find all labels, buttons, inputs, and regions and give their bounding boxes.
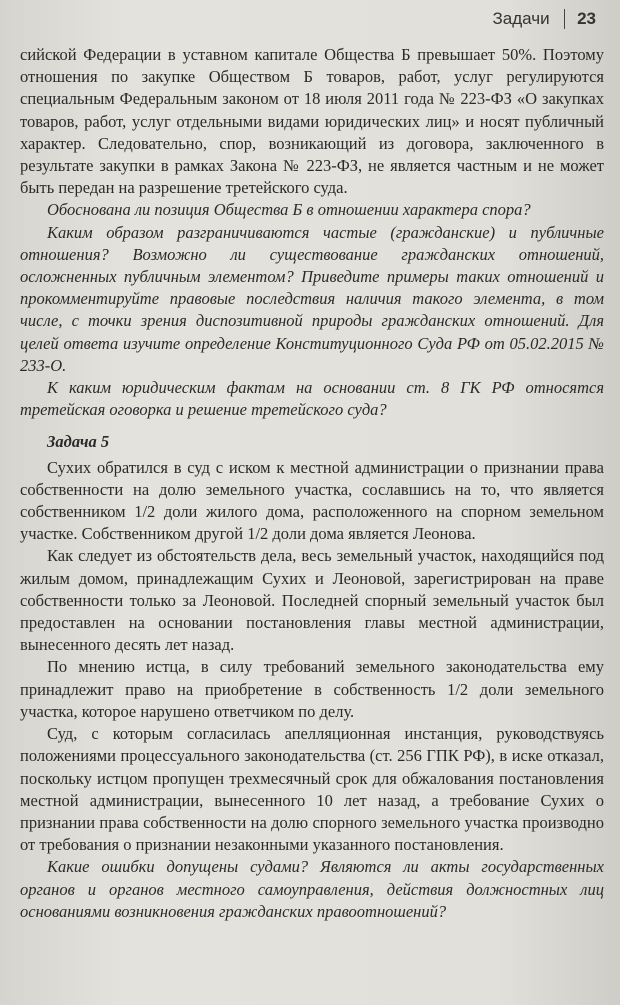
task-paragraph: Сухих обратился в суд с иском к местной администрации о признании права собственности на долю земельного участка, сославшись на то, что является собственником 1/2 доли жилого дома, расположенного на спорном земельном участке. Собственником другой 1/2 доли дома является Леонова. [20,457,604,544]
section-title: Задачи [492,9,550,28]
question-paragraph: К каким юридическим фактам на основании ст. 8 ГК РФ относятся третейская оговорка и решение третейского суда? [20,378,604,420]
task-paragraph: Суд, с которым согласилась апелляционная инстанция, руководствуясь положениями процессуального законодательства (ст. 256 ГПК РФ), в иске отказал, поскольку истцом пропущен трехмесячный срок для обжалования постановления местной администрации, вынесенного 10 лет назад, а требование Сухих о признании права собственности на долю спорного земельного участка производно от требования о признании незаконными указанного постановления. [20,724,604,855]
question-paragraph: Каким образом разграничиваются частые (гражданские) и публичные отношения? Возможно ли существование гражданских отношений, осложненных публичным элементом? Приведите примеры таких отношений и прокомментируйте правовые последствия наличия такого элемента, в том числе, с точки зрения диспозитивной природы гражданских отношений. Для целей ответа изучите определение Конституционного Суда РФ от 05.02.2015 № 233-О. [20,222,604,375]
running-header [493,9,597,29]
page-body [20,44,604,923]
task-heading: Задача 5 [47,432,110,452]
page-number: 23 [577,9,596,28]
task-paragraph: По мнению истца, в силу требований земельного законодательства ему принадлежит право на приобретение в собственность 1/2 доли земельного участка, которое нарушено ответчиком по делу. [20,657,604,721]
task-question: Какие ошибки допущены судами? Являются ли акты государственных органов и органов местного самоуправления, действия должностных лиц основаниями возникновения гражданских правоотношений? [20,857,604,921]
paragraph-continuation: сийской Федерации в уставном капитале Общества Б превышает 50%. Поэтому отношения по закупке Обществом Б товаров, работ, услуг регулируются специальным Федеральным законом от 18 июля 2011 года № 223-ФЗ «О закупках товаров, работ, услуг отдельными видами юридических лиц» и носят публичный характер. Следовательно, спор, возникающий из договора, заключенного в результате закупки в рамках Закона № 223-ФЗ, не является частным и не может быть передан на разрешение третейского суда. [20,45,604,198]
question-paragraph: Обоснована ли позиция Общества Б в отношении характера спора? [47,200,531,220]
task-paragraph: Как следует из обстоятельств дела, весь земельный участок, находящийся под жилым домом, принадлежащим Сухих и Леоновой, зарегистрирован на праве собственности только за Леоновой. Последней спорный земельный участок был предоставлен на основании постановления главы местной администрации, вынесенного десять лет назад. [20,546,604,655]
header-divider [564,9,566,29]
